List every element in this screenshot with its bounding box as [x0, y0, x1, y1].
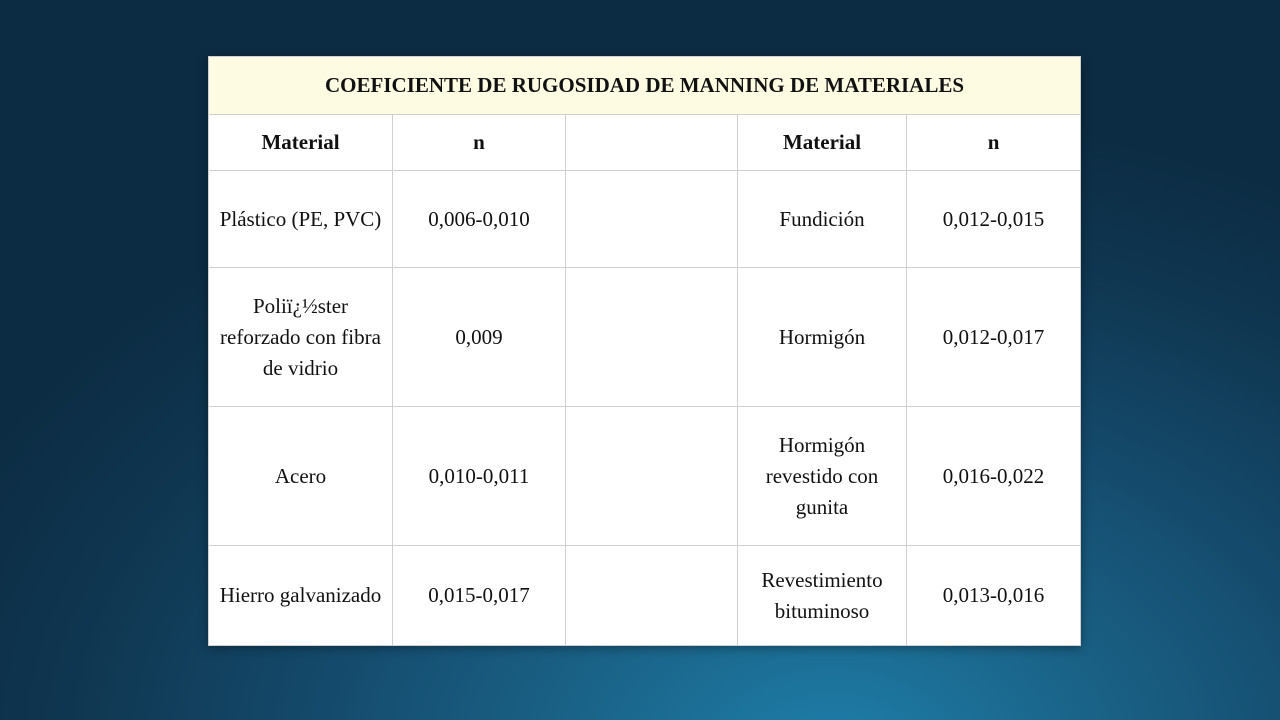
n-value-cell: 0,016-0,022 — [907, 407, 1081, 546]
n-value-cell: 0,009 — [393, 268, 566, 407]
header-material-left: Material — [209, 115, 393, 171]
n-value-cell: 0,010-0,011 — [393, 407, 566, 546]
title-row — [209, 57, 1081, 115]
n-value-cell: 0,006-0,010 — [393, 171, 566, 268]
header-n-right: n — [907, 115, 1081, 171]
material-cell: Revestimiento bituminoso — [738, 546, 907, 646]
header-n-left: n — [393, 115, 566, 171]
table-row — [209, 171, 1081, 268]
header-material-right: Material — [738, 115, 907, 171]
spacer-cell — [566, 407, 738, 546]
material-cell: Poliï¿½ster reforzado con fibra de vidrio — [209, 268, 393, 407]
manning-coefficient-table — [208, 56, 1081, 646]
header-row — [209, 115, 1081, 171]
spacer-cell — [566, 171, 738, 268]
material-cell: Acero — [209, 407, 393, 546]
table-row — [209, 407, 1081, 546]
material-cell: Hormigón revestido con gunita — [738, 407, 907, 546]
material-cell: Fundición — [738, 171, 907, 268]
n-value-cell: 0,012-0,017 — [907, 268, 1081, 407]
spacer-cell — [566, 546, 738, 646]
table-row — [209, 546, 1081, 646]
material-cell: Hierro galvanizado — [209, 546, 393, 646]
table-row — [209, 268, 1081, 407]
spacer-cell — [566, 268, 738, 407]
table-title: COEFICIENTE DE RUGOSIDAD DE MANNING DE MATERIALES — [209, 57, 1081, 115]
header-spacer — [566, 115, 738, 171]
n-value-cell: 0,012-0,015 — [907, 171, 1081, 268]
n-value-cell: 0,013-0,016 — [907, 546, 1081, 646]
material-cell: Hormigón — [738, 268, 907, 407]
material-cell: Plástico (PE, PVC) — [209, 171, 393, 268]
n-value-cell: 0,015-0,017 — [393, 546, 566, 646]
